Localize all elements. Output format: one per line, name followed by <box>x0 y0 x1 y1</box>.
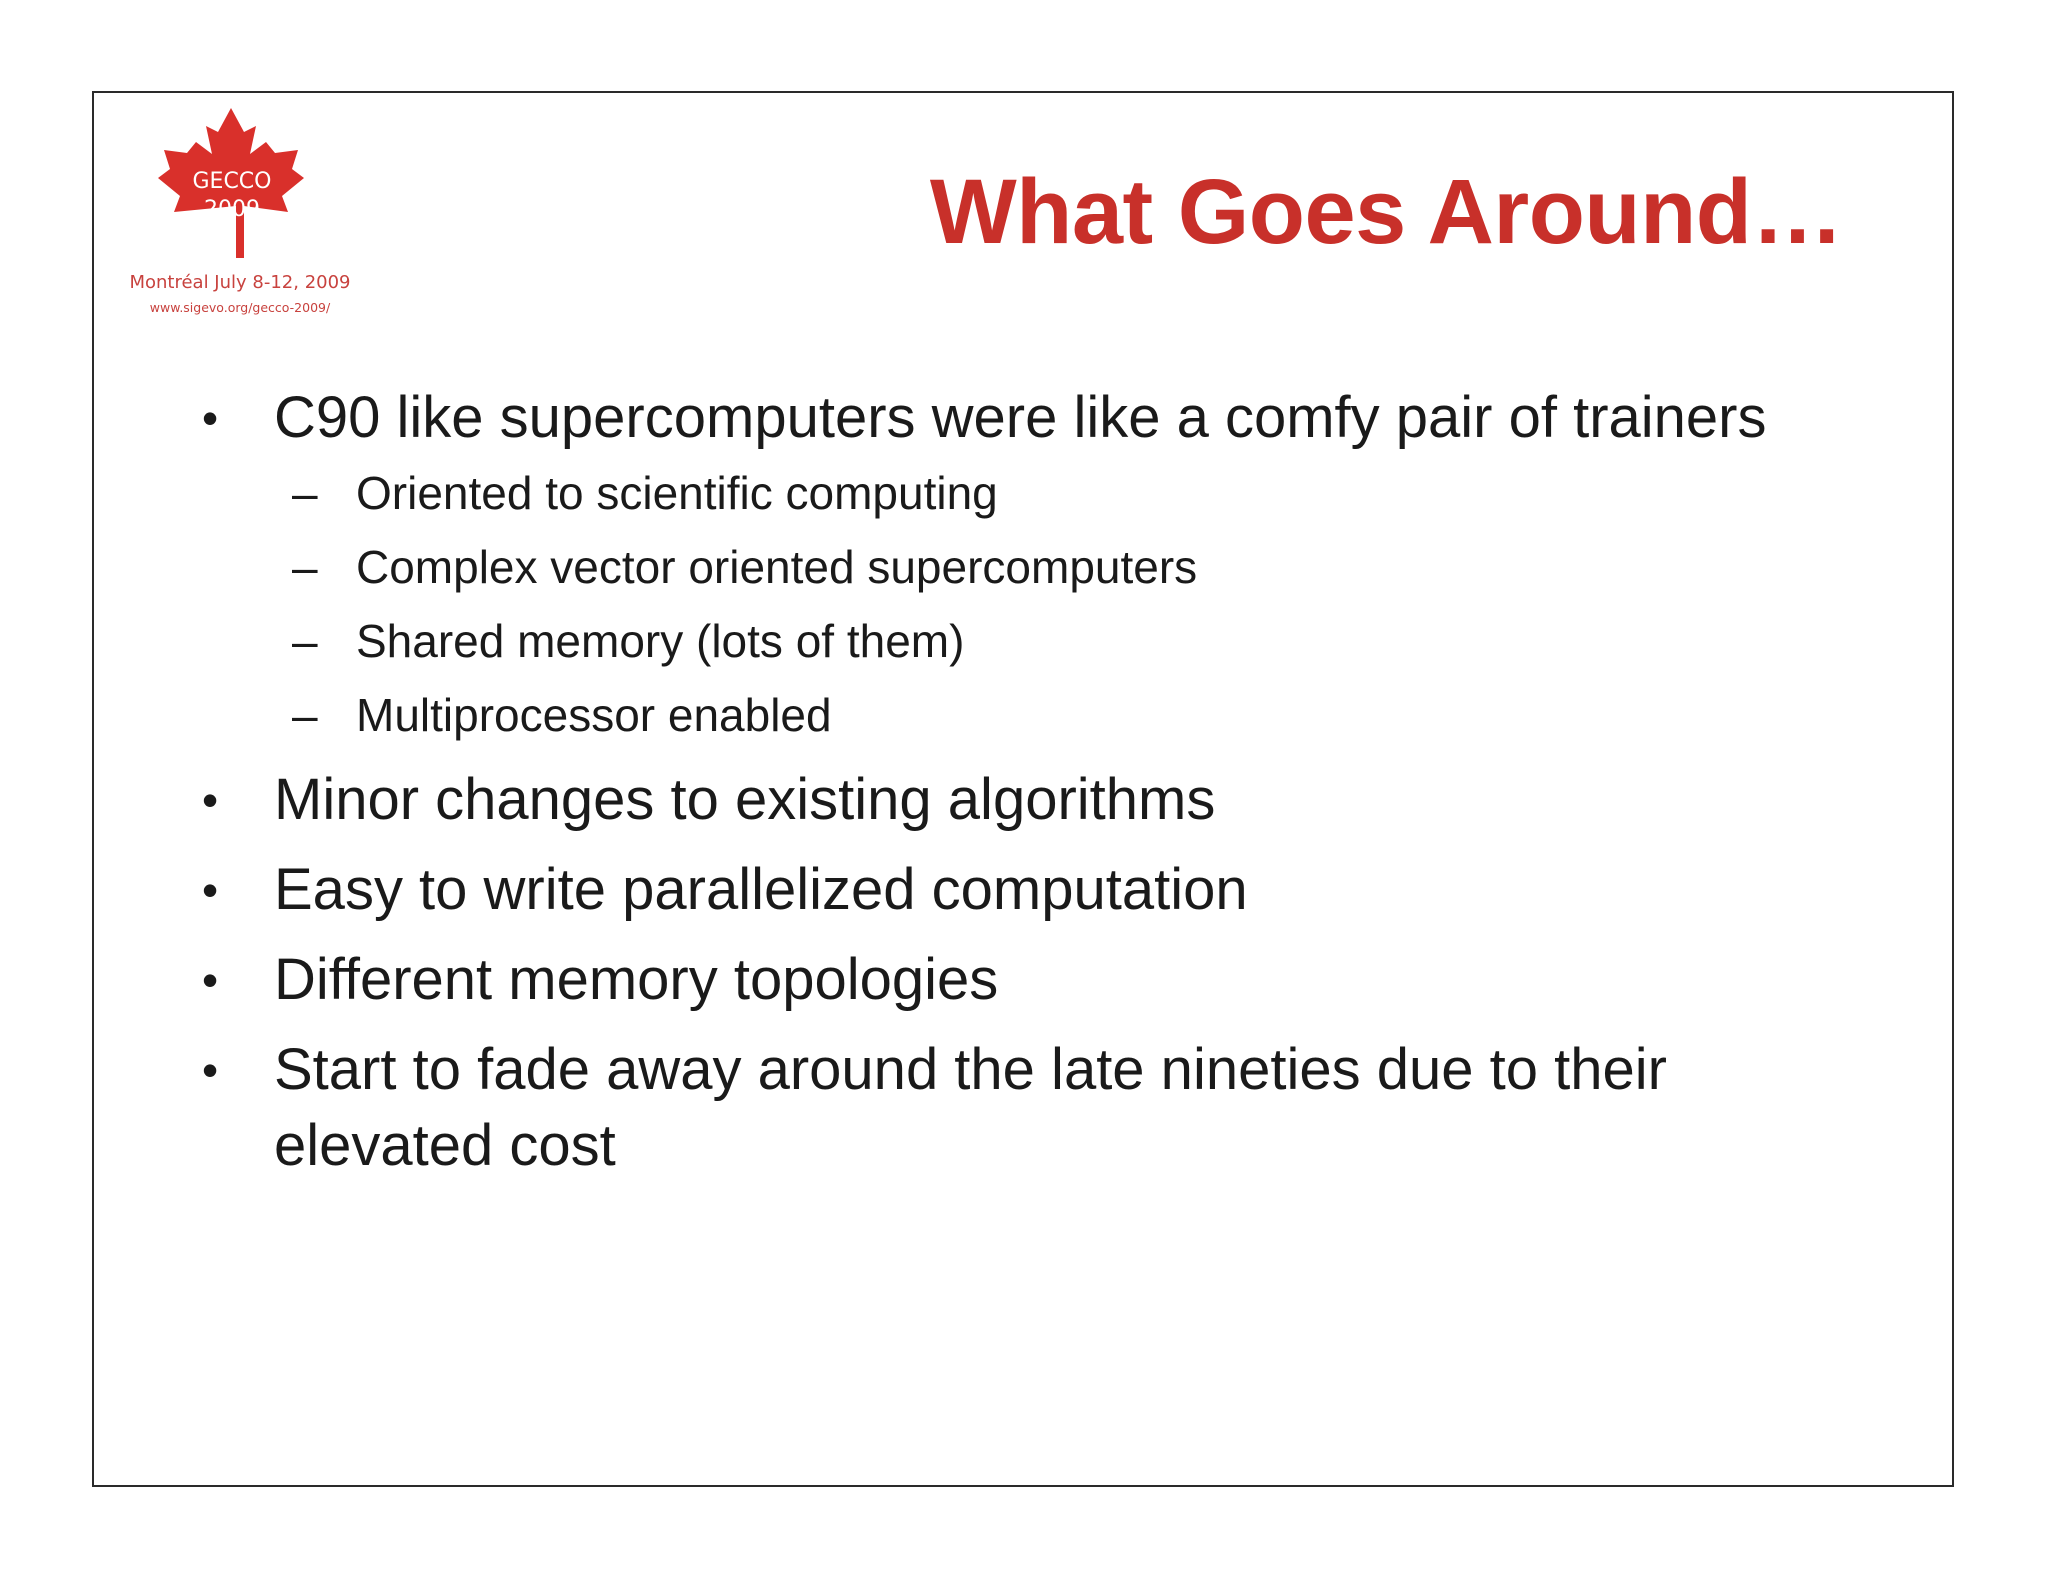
bullet-text: Minor changes to existing algorithms <box>274 767 1216 832</box>
bullet-text: C90 like supercomputers were like a comfy pair of trainers <box>274 385 1767 450</box>
sub-bullet-text: Oriented to scientific computing <box>356 467 998 519</box>
sub-bullet-item <box>200 678 1880 752</box>
maple-leaf-icon <box>110 108 370 268</box>
sub-bullet-item <box>200 530 1880 604</box>
sub-bullet-item <box>200 456 1880 530</box>
dash-icon: – <box>292 689 318 741</box>
slide-content <box>200 380 1880 1184</box>
bullet-item <box>200 1032 1814 1184</box>
sub-bullet-text: Complex vector oriented supercomputers <box>356 541 1198 593</box>
bullet-item <box>200 942 1880 1018</box>
bullet-dot-icon: • <box>202 774 219 826</box>
gecco-logo <box>110 108 370 328</box>
bullet-text: Easy to write parallelized computation <box>274 857 1248 922</box>
dash-icon: – <box>292 615 318 667</box>
bullet-dot-icon: • <box>202 392 219 444</box>
sub-bullet-text: Shared memory (lots of them) <box>356 615 965 667</box>
bullet-item <box>200 762 1880 838</box>
slide-title: What Goes Around… <box>929 161 1843 263</box>
dash-icon: – <box>292 467 318 519</box>
bullet-item <box>200 852 1880 928</box>
logo-year: 2009 <box>204 197 260 222</box>
logo-url: www.sigevo.org/gecco-2009/ <box>149 300 331 315</box>
dash-icon: – <box>292 541 318 593</box>
bullet-dot-icon: • <box>202 864 219 916</box>
bullet-dot-icon: • <box>202 954 219 1006</box>
bullet-dot-icon: • <box>202 1044 219 1096</box>
logo-location-date: Montréal July 8-12, 2009 <box>129 272 351 293</box>
bullet-text: Start to fade away around the late nineties due to their elevated cost <box>274 1037 1667 1178</box>
bullet-item <box>200 380 1880 456</box>
bullet-text: Different memory topologies <box>274 947 999 1012</box>
sub-bullet-text: Multiprocessor enabled <box>356 689 832 741</box>
logo-name: GECCO <box>192 169 272 194</box>
sub-bullet-item <box>200 604 1880 678</box>
